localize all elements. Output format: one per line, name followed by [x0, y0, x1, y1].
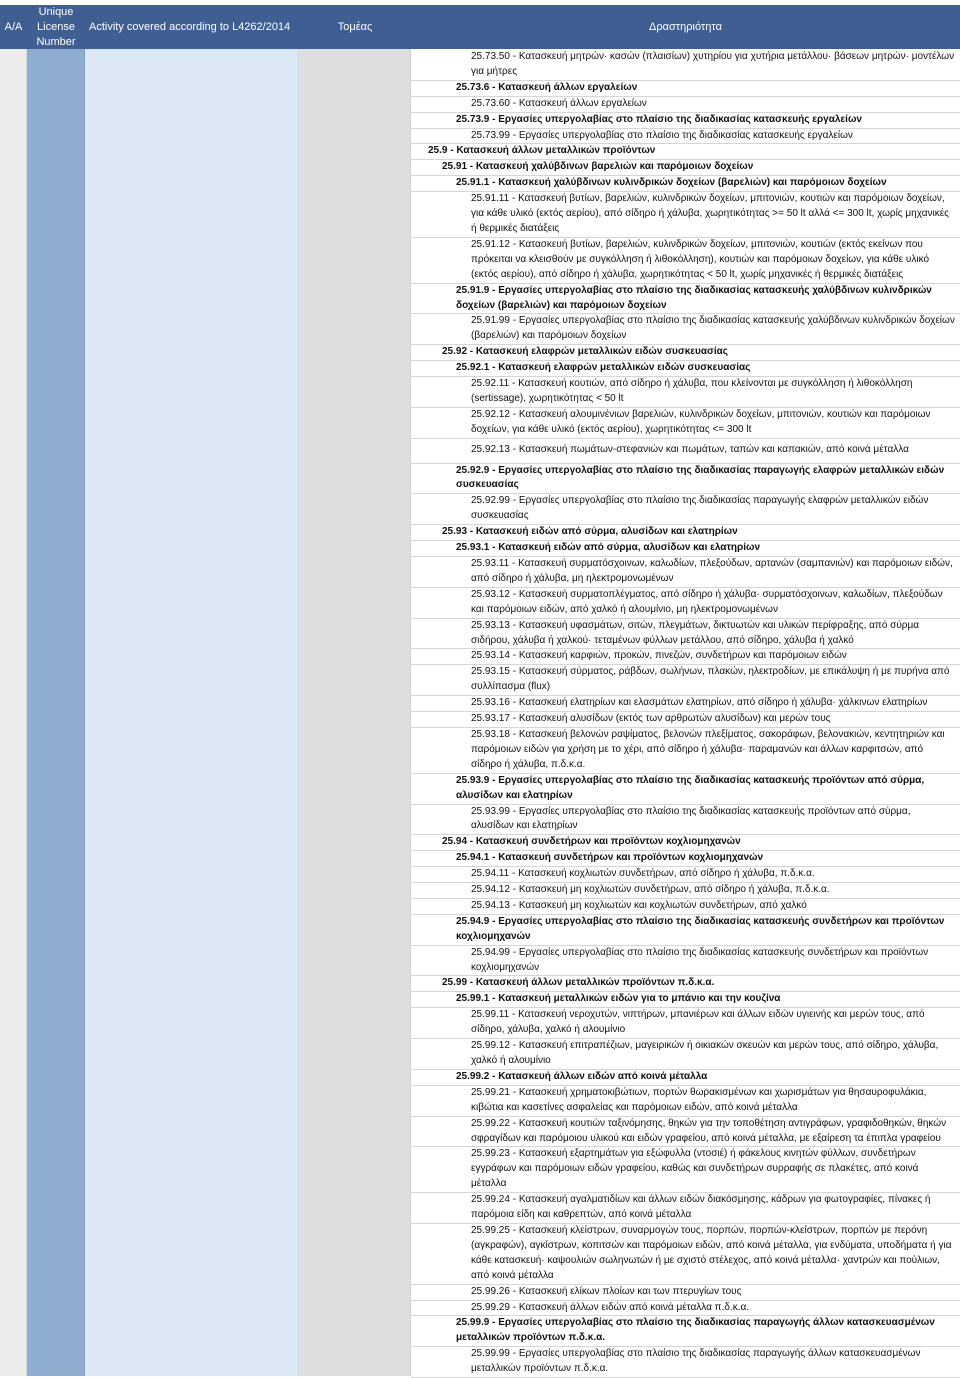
activity-row: 25.99.26 - Κατασκευή ελίκων πλοίων και των πτερυγίων τους — [411, 1285, 960, 1301]
activity-row: 25.99.11 - Κατασκευή νεροχυτών, νιπτήρων, μπανιέρων και άλλων ειδών υγιεινής και μερών τους, από σίδηρο, χάλυβα, χαλκό ή αλουμίνιο — [411, 1008, 960, 1039]
activity-row: 25.94 - Κατασκευή συνδετήρων και προϊόντων κοχλιομηχανών — [411, 835, 960, 851]
activity-row: 25.93.17 - Κατασκευή αλυσίδων (εκτός των αρθρωτών αλυσίδων) και μερών τους — [411, 712, 960, 728]
header-activity-covered: Activity covered according to L4262/2014 — [89, 20, 291, 33]
activity-row: 25.73.6 - Κατασκευή άλλων εργαλείων — [411, 81, 960, 97]
column-unique-license-number — [27, 49, 85, 1376]
activity-row: 25.93.99 - Εργασίες υπεργολαβίας στο πλαίσιο της διαδικασίας κατασκευής προϊόντων από σύρμα, αλυσίδων και ελατηρίων — [411, 805, 960, 836]
activity-row: 25.94.1 - Κατασκευή συνδετήρων και προϊόντων κοχλιομηχανών — [411, 851, 960, 867]
activity-row: 25.94.9 - Εργασίες υπεργολαβίας στο πλαίσιο της διαδικασίας κατασκευής συνδετήρων και προϊόντων κοχλιομηχανών — [411, 915, 960, 946]
column-activity-covered — [85, 49, 299, 1376]
activity-row: 25.93.12 - Κατασκευή συρματοπλέγματος, από σίδηρο ή χάλυβα· συρματόσχοινων, καλωδίων, πλεξούδων και παρόμοιων ειδών, από χαλκό ή αλουμίνιο, μη ηλεκτρομονωμένων — [411, 588, 960, 619]
activity-row: 25.91.99 - Εργασίες υπεργολαβίας στο πλαίσιο της διαδικασίας κατασκευής χαλύβδινων κυλινδρικών δοχείων (βαρελιών) και παρόμοιων δοχείων — [411, 314, 960, 345]
activity-row: 25.93.13 - Κατασκευή υφασμάτων, σιτών, πλεγμάτων, δικτυωτών και υλικών περίφραξης, από σύρμα σιδήρου, χάλυβα ή χαλκού· τεταμένων φύλλων μετάλλου, από σίδηρο, χάλυβα ή χαλκό — [411, 619, 960, 650]
activity-row: 25.94.13 - Κατασκευή μη κοχλιωτών και κοχλιωτών συνδετήρων, από χαλκό — [411, 899, 960, 915]
activity-row: 25.73.50 - Κατασκευή μητρών· κασών (πλαισίων) χυτηρίου για χυτήρια μετάλλου· βάσεων μητρών· μοντέλων για μήτρες — [411, 50, 960, 81]
header-unique-license-number: Unique License Number — [36, 5, 76, 48]
activity-row: 25.91.12 - Κατασκευή βυτίων, βαρελιών, κυλινδρικών δοχείων, μπιτονιών, κουτιών (εκτός εκείνων που πρόκειται να κλεισθούν με συγκόλληση ή λιθοκόλληση), κουτιών και παρόμοιων δοχείων, για κάθε υλικό (εκτός αερίου), από σίδηρο ή χάλυβα, χωρητικότητας < 50 lt, χωρίς μηχανικές ή θερμικές διατάξεις — [411, 238, 960, 284]
activity-row: 25.99.2 - Κατασκευή άλλων ειδών από κοινά μέταλλα — [411, 1070, 960, 1086]
activity-row: 25.92.11 - Κατασκευή κουτιών, από σίδηρο ή χάλυβα, που κλείνονται με συγκόλληση ή λιθοκόλληση (sertissage), χωρητικότητας < 50 lt — [411, 377, 960, 408]
activity-row: 25.94.12 - Κατασκευή μη κοχλιωτών συνδετήρων, από σίδηρο ή χάλυβα, π.δ.κ.α. — [411, 883, 960, 899]
activity-row: 25.93.11 - Κατασκευή συρματόσχοινων, καλωδίων, πλεξούδων, αρτανών (σαμπανιών) και παρόμοιων ειδών, από σίδηρο ή χάλυβα, μη ηλεκτρομονωμένων — [411, 557, 960, 588]
activity-row: 25.91.1 - Κατασκευή χαλύβδινων κυλινδρικών δοχείων (βαρελιών) και παρόμοιων δοχείων — [411, 176, 960, 192]
activity-row: 25.91.9 - Εργασίες υπεργολαβίας στο πλαίσιο της διαδικασίας κατασκευής χαλύβδινων κυλινδρικών δοχείων (βαρελιών) και παρόμοιων δοχείων — [411, 284, 960, 315]
activity-row: 25.94.11 - Κατασκευή κοχλιωτών συνδετήρων, από σίδηρο ή χάλυβα, π.δ.κ.α. — [411, 867, 960, 883]
activity-row: 25.93.1 - Κατασκευή ειδών από σύρμα, αλυσίδων και ελατηρίων — [411, 541, 960, 557]
activity-row: 25.93.9 - Εργασίες υπεργολαβίας στο πλαίσιο της διαδικασίας κατασκευής προϊόντων από σύρμα, αλυσίδων και ελατηρίων — [411, 774, 960, 805]
activity-row: 25.73.60 - Κατασκευή άλλων εργαλείων — [411, 97, 960, 113]
activity-row: 25.99.12 - Κατασκευή επιτραπέζιων, μαγειρικών ή οικιακών σκευών και μερών τους, από σίδηρο, χάλυβα, χαλκό ή αλουμίνιο — [411, 1039, 960, 1070]
header-sector: Τομέας — [337, 20, 373, 33]
activity-row: 25.99.21 - Κατασκευή χρηματοκιβώτιων, πορτών θωρακισμένων και χωρισμάτων για θησαυροφυλάκια, κιβώτια και κασετίνες ασφαλείας και παρόμοιων ειδών, από κοινά μέταλλα — [411, 1086, 960, 1117]
activity-row: 25.93 - Κατασκευή ειδών από σύρμα, αλυσίδων και ελατηρίων — [411, 525, 960, 541]
column-aa — [0, 49, 27, 1376]
activity-row: 25.99.99 - Εργασίες υπεργολαβίας στο πλαίσιο της διαδικασίας παραγωγής άλλων κατασκευασμένων μεταλλικών προϊόντων π.δ.κ.α. — [411, 1347, 960, 1378]
activity-row: 25.91.11 - Κατασκευή βυτίων, βαρελιών, κυλινδρικών δοχείων, μπιτονιών, κουτιών και παρόμοιων δοχείων, για κάθε υλικό (εκτός αερίου), από σίδηρο ή χάλυβα, χωρητικότητας >= 50 lt αλλά <= 300 lt, χωρίς μηχανικές ή θερμικές διατάξεις — [411, 192, 960, 238]
activity-row: 25.92.99 - Εργασίες υπεργολαβίας στο πλαίσιο της διαδικασίας παραγωγής ελαφρών μεταλλικών ειδών συσκευασίας — [411, 494, 960, 525]
activity-row: 25.99.23 - Κατασκευή εξαρτημάτων για εξώφυλλα (ντοσιέ) ή φάκελους κινητών φύλλων, συνδετήρων εγγράφων και παρόμοιων ειδών γραφείου, καθώς και συνδετήρων συρραφής σε πλακέτες, από κοινά μέταλλα — [411, 1147, 960, 1193]
table-header — [0, 5, 960, 49]
column-sector — [299, 49, 411, 1376]
activity-row: 25.99 - Κατασκευή άλλων μεταλλικών προϊόντων π.δ.κ.α. — [411, 976, 960, 992]
activity-row: 25.94.99 - Εργασίες υπεργολαβίας στο πλαίσιο της διαδικασίας κατασκευής συνδετήρων και προϊόντων κοχλιομηχανών — [411, 946, 960, 977]
header-drastiriotita: Δραστηριότητα — [649, 20, 722, 33]
activity-row: 25.99.24 - Κατασκευή αγαλματιδίων και άλλων ειδών διακόσμησης, κάδρων για φωτογραφίες, πίνακες ή παρόμοια είδη και καθρεπτών, από κοινά μέταλλα — [411, 1193, 960, 1224]
activity-row: 25.9 - Κατασκευή άλλων μεταλλικών προϊόντων — [411, 144, 960, 160]
activity-row: 25.99.9 - Εργασίες υπεργολαβίας στο πλαίσιο της διαδικασίας παραγωγής άλλων κατασκευασμένων μεταλλικών προϊόντων π.δ.κ.α. — [411, 1316, 960, 1347]
activity-row: 25.73.99 - Εργασίες υπεργολαβίας στο πλαίσιο της διαδικασίας κατασκευής εργαλείων — [411, 129, 960, 145]
header-aa: A/A — [4, 20, 23, 33]
activity-row: 25.93.18 - Κατασκευή βελονών ραψίματος, βελονών πλεξίματος, σακοράφων, βελονακιών, κεντητηριών και παρόμοιων ειδών για χρήση με το χέρι, από σίδηρο ή χάλυβα· παραμανών και άλλων καρφιτσών, από σίδηρο ή χάλυβα, π.δ.κ.α. — [411, 728, 960, 774]
activity-row: 25.92.12 - Κατασκευή αλουμινένιων βαρελιών, κυλινδρικών δοχείων, μπιτονιών, κουτιών και παρόμοιων δοχείων, για κάθε υλικό (εκτός αερίου), χωρητικότητας <= 300 lt — [411, 408, 960, 439]
activity-row: 25.92.9 - Εργασίες υπεργολαβίας στο πλαίσιο της διαδικασίας παραγωγής ελαφρών μεταλλικών ειδών συσκευασίας — [411, 464, 960, 495]
activity-row: 25.99.29 - Κατασκευή άλλων ειδών από κοινά μέταλλα π.δ.κ.α. — [411, 1301, 960, 1317]
activity-row: 25.92.1 - Κατασκευή ελαφρών μεταλλικών ειδών συσκευασίας — [411, 361, 960, 377]
activity-row: 25.93.16 - Κατασκευή ελατηρίων και ελασμάτων ελατηρίων, από σίδηρο ή χάλυβα· χάλκινων ελατηρίων — [411, 696, 960, 712]
activity-row: 25.99.1 - Κατασκευή μεταλλικών ειδών για το μπάνιο και την κουζίνα — [411, 992, 960, 1008]
activity-row: 25.99.22 - Κατασκευή κουτιών ταξινόμησης, θηκών για την τοποθέτηση αντιγράφων, γραφιδοθηκών, θηκών σφραγίδων και παρόμοιου υλικού και ειδών γραφείου, από κοινά μέταλλα, με εξαίρεση τα έπιπλα γραφείου — [411, 1117, 960, 1148]
activity-row: 25.99.25 - Κατασκευή κλείστρων, συναρμογών τους, πορπών, πορπών-κλείστρων, πορπών με περόνη (αγκραφών), αγκίστρων, κοπιτσών και παρόμοιων ειδών, από κοινά μέταλλα, για ενδύματα, υποδήματα ή για κάθε κατασκευή· καψουλιών σωληνωτών ή με σχιστό στέλεχος, από κοινά μέταλλα· χαντρών και πούλιων, από κοινά μέταλλα — [411, 1224, 960, 1285]
activity-row: 25.93.14 - Κατασκευή καρφιών, προκών, πινεζών, συνδετήρων και παρόμοιων ειδών — [411, 649, 960, 665]
activity-row: 25.92 - Κατασκευή ελαφρών μεταλλικών ειδών συσκευασίας — [411, 345, 960, 361]
activity-row: 25.73.9 - Εργασίες υπεργολαβίας στο πλαίσιο της διαδικασίας κατασκευής εργαλείων — [411, 113, 960, 129]
activity-row: 25.91 - Κατασκευή χαλύβδινων βαρελιών και παρόμοιων δοχείων — [411, 160, 960, 176]
activity-row: 25.93.15 - Κατασκευή σύρματος, ράβδων, σωλήνων, πλακών, ηλεκτροδίων, με επικάλυψη ή με πυρήνα από συλλίπασμα (flux) — [411, 665, 960, 696]
activity-list — [411, 50, 960, 1378]
activity-row: 25.92.13 - Κατασκευή πωμάτων-στεφανιών και πωμάτων, ταπών και καπακιών, από κοινά μέταλλα — [411, 439, 960, 464]
